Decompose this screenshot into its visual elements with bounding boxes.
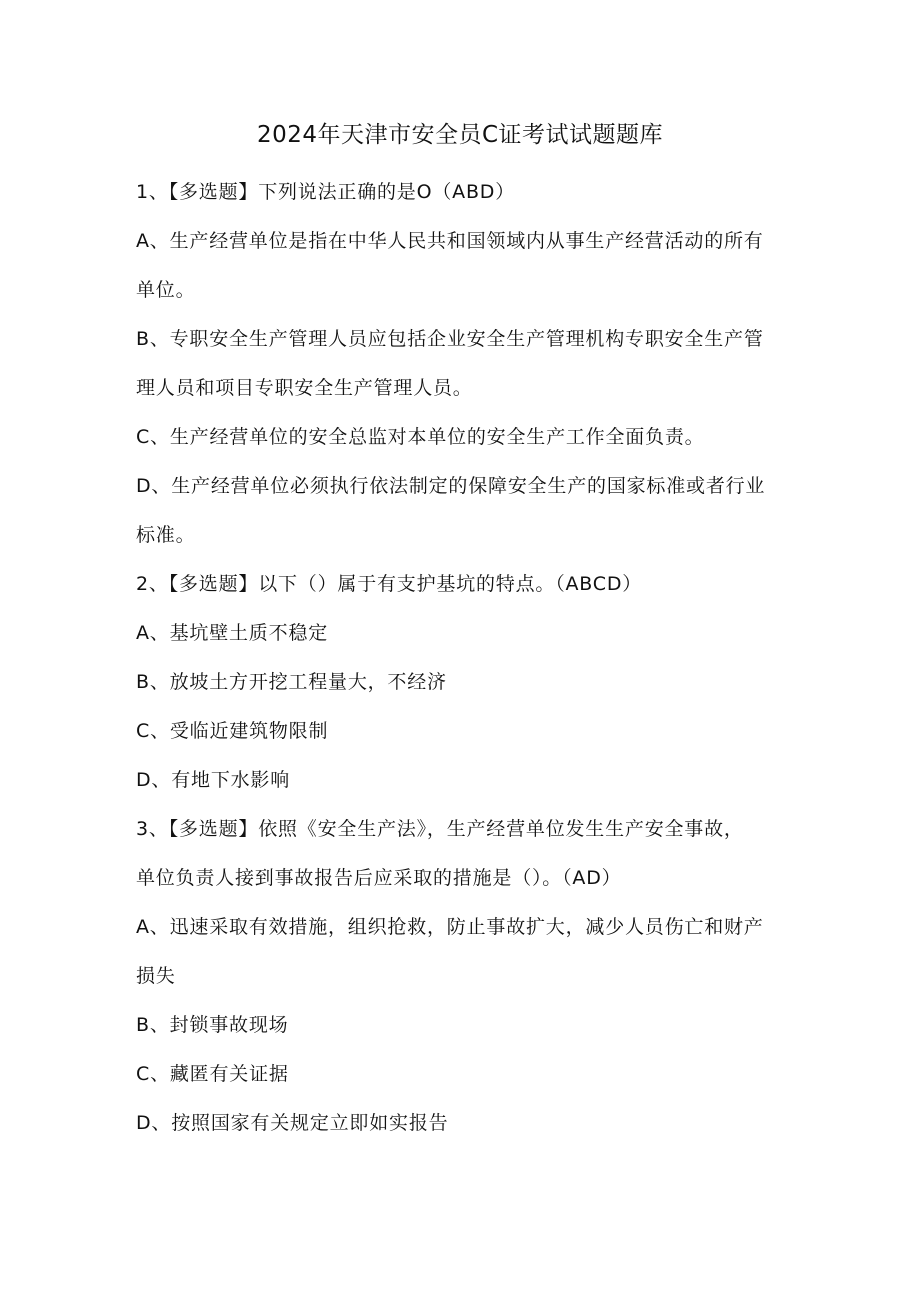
question-3-option-d: D、按照国家有关规定立即如实报告	[136, 1112, 449, 1134]
question-3-option-a-cont: 损失	[136, 965, 176, 987]
question-2-option-c: C、受临近建筑物限制	[136, 720, 329, 742]
question-1-option-b: B、专职安全生产管理人员应包括企业安全生产管理机构专职安全生产管	[136, 328, 764, 350]
question-2-option-d: D、有地下水影响	[136, 769, 291, 791]
question-3-option-b: B、封锁事故现场	[136, 1014, 289, 1036]
question-2-option-a: A、基坑壁土质不稳定	[136, 622, 328, 644]
document-title: 2024年天津市安全员C证考试试题题库	[256, 122, 664, 148]
question-3-option-c: C、藏匿有关证据	[136, 1063, 289, 1085]
question-3-stem-cont: 单位负责人接到事故报告后应采取的措施是（）。（AD）	[136, 867, 622, 889]
question-2-option-b: B、放坡土方开挖工程量大，不经济	[136, 671, 447, 693]
question-1-stem: 1、【多选题】下列说法正确的是O（ABD）	[136, 181, 516, 203]
question-2-stem: 2、【多选题】以下（）属于有支护基坑的特点。（ABCD）	[136, 573, 643, 595]
question-1-option-d-cont: 标准。	[136, 524, 196, 546]
question-1-option-b-cont: 理人员和项目专职安全生产管理人员。	[136, 377, 473, 399]
question-1-option-a: A、生产经营单位是指在中华人民共和国领域内从事生产经营活动的所有	[136, 230, 764, 252]
question-3-stem: 3、【多选题】依照《安全生产法》，生产经营单位发生生产安全事故，	[136, 818, 744, 840]
question-1-option-c: C、生产经营单位的安全总监对本单位的安全生产工作全面负责。	[136, 426, 705, 448]
question-list	[136, 168, 786, 1148]
question-3-option-a: A、迅速采取有效措施，组织抢救，防止事故扩大，减少人员伤亡和财产	[136, 916, 764, 938]
question-1-option-a-cont: 单位。	[136, 279, 196, 301]
question-1-option-d: D、生产经营单位必须执行依法制定的保障安全生产的国家标准或者行业	[136, 475, 766, 497]
